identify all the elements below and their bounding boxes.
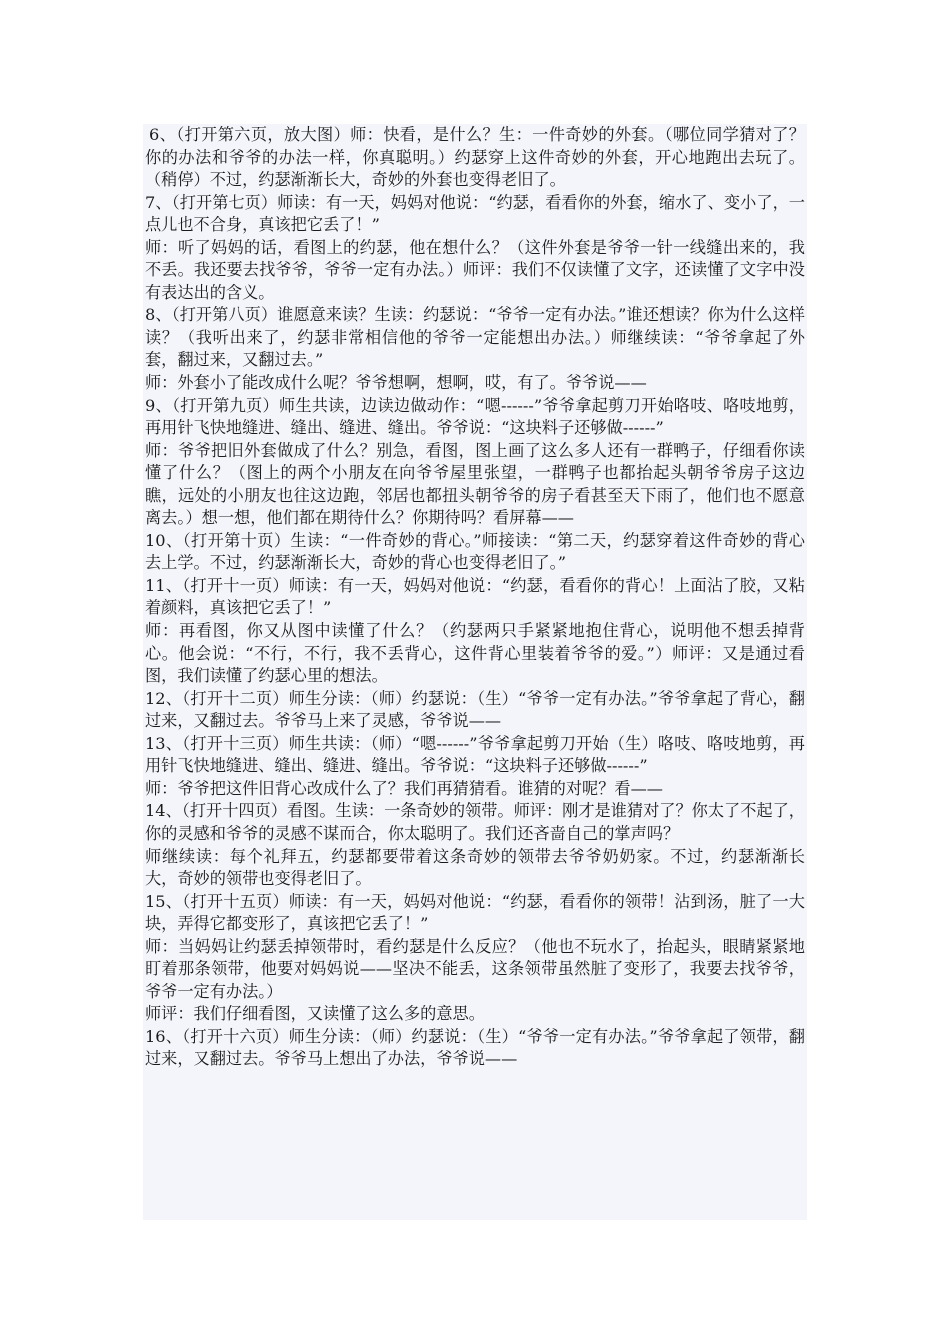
paragraph-teacher-8: 师：外套小了能改成什么呢？爷爷想啊，想啊，哎，有了。爷爷说—— (145, 373, 647, 393)
lesson-text-block (143, 124, 807, 1220)
paragraph-step-12: 12、（打开十二页）师生分读：（师）约瑟说：（生）“爷爷一定有办法。”爷爷拿起了背心，翻过来，又翻过去。爷爷马上来了灵感，爷爷说—— (145, 688, 805, 731)
paragraph-step-11: 11、（打开十一页）师读：有一天，妈妈对他说：“约瑟，看看你的背心！上面沾了胶，又粘着颜料，真该把它丢了！” (145, 575, 805, 618)
paragraph-step-7: 7、（打开第七页）师读：有一天，妈妈对他说：“约瑟，看看你的外套，缩水了、变小了，一点儿也不合身，真该把它丢了！” (145, 192, 805, 235)
paragraph-step-9: 9、（打开第九页）师生共读，边读边做动作：“嗯------”爷爷拿起剪刀开始咯吱、咯吱地剪，再用针飞快地缝进、缝出、缝进、缝出。爷爷说：“这块料子还够做------” (145, 395, 805, 438)
paragraph-teacher-comment-15: 师评：我们仔细看图，又读懂了这么多的意思。 (145, 1004, 485, 1024)
paragraph-step-10: 10、（打开第十页）生读：“一件奇妙的背心。”师接读：“第二天，约瑟穿着这件奇妙的背心去上学。不过，约瑟渐渐长大，奇妙的背心也变得老旧了。” (145, 530, 805, 573)
paragraph-teacher-comment-7: 师：听了妈妈的话，看图上的约瑟，他在想什么？（这件外套是爷爷一针一线缝出来的，我不丢。我还要去找爷爷，爷爷一定有办法。）师评：我们不仅读懂了文字，还读懂了文字中没有表达出的含义。 (145, 237, 805, 302)
paragraph-step-8: 8、（打开第八页）谁愿意来读？生读：约瑟说：“爷爷一定有办法。”谁还想读？你为什么这样读？（我听出来了，约瑟非常相信他的爷爷一定能想出办法。）师继续读：“爷爷拿起了外套，翻过来，又翻过去。” (145, 305, 805, 370)
paragraph-step-6: 6、（打开第六页，放大图）师：快看，是什么？生：一件奇妙的外套。（哪位同学猜对了？你的办法和爷爷的办法一样，你真聪明。）约瑟穿上这件奇妙的外套，开心地跑出去玩了。（稍停）不过，约瑟渐渐长大，奇妙的外套也变得老旧了。 (145, 125, 805, 190)
paragraph-step-15: 15、（打开十五页）师读：有一天，妈妈对他说：“约瑟，看看你的领带！沾到汤，脏了一大块，弄得它都变形了，真该把它丢了！” (145, 891, 805, 934)
paragraph-step-13: 13、（打开十三页）师生共读：（师）“嗯------”爷爷拿起剪刀开始（生）咯吱、咯吱地剪，再用针飞快地缝进、缝出、缝进、缝出。爷爷说：“这块料子还够做------” (145, 733, 805, 776)
paragraph-step-16: 16、（打开十六页）师生分读：（师）约瑟说：（生）“爷爷一定有办法。”爷爷拿起了领带，翻过来，又翻过去。爷爷马上想出了办法，爷爷说—— (145, 1026, 805, 1069)
paragraph-teacher-15: 师：当妈妈让约瑟丢掉领带时，看约瑟是什么反应？（他也不玩水了，抬起头，眼睛紧紧地盯着那条领带，他要对妈妈说——坚决不能丢，这条领带虽然脏了变形了，我要去找爷爷，爷爷一定有办法。） (145, 936, 805, 1001)
paragraph-step-14: 14、（打开十四页）看图。生读：一条奇妙的领带。师评：刚才是谁猜对了？你太了不起了，你的灵感和爷爷的灵感不谋而合，你太聪明了。我们还吝啬自己的掌声吗？ (145, 801, 805, 843)
paragraph-teacher-9: 师：爷爷把旧外套做成了什么？别急，看图，图上画了这么多人还有一群鸭子，仔细看你读懂了什么？（图上的两个小朋友在向爷爷屋里张望，一群鸭子也都抬起头朝爷爷房子这边瞧，远处的小朋友也往这边跑，邻居也都扭头朝爷爷的房子看甚至天下雨了，他们也不愿意离去。）想一想，他们都在期待什么？你期待吗？看屏幕—— (145, 440, 805, 528)
paragraph-teacher-13: 师：爷爷把这件旧背心改成什么了？我们再猜猜看。谁猜的对呢？看—— (145, 778, 663, 798)
paragraph-teacher-11: 师：再看图，你又从图中读懂了什么？（约瑟两只手紧紧地抱住背心，说明他不想丢掉背心。他会说：“不行，不行，我不丢背心，这件背心里装着爷爷的爱。”）师评：又是通过看图，我们读懂了约瑟心里的想法。 (145, 621, 805, 686)
paragraph-teacher-14: 师继续读：每个礼拜五，约瑟都要带着这条奇妙的领带去爷爷奶奶家。不过，约瑟渐渐长大，奇妙的领带也变得老旧了。 (145, 846, 805, 889)
